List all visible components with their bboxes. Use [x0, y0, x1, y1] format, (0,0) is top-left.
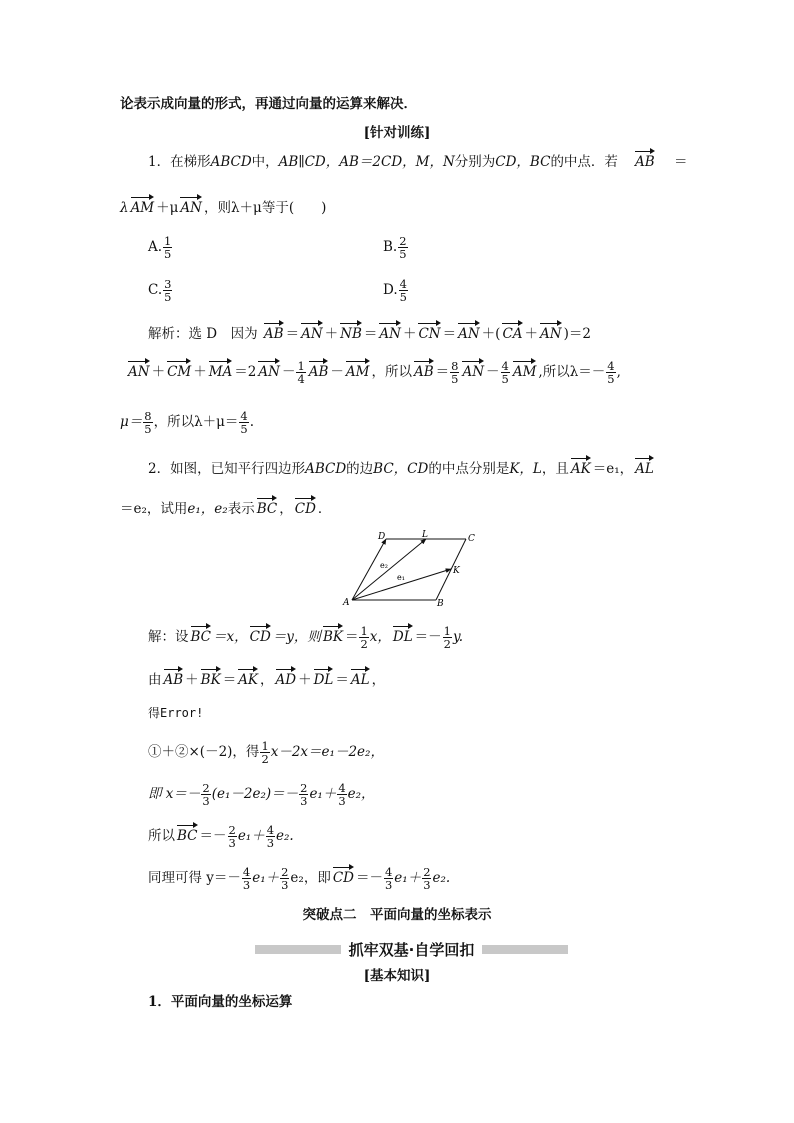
- label-D: D: [378, 532, 386, 542]
- solution-2-line-7: 同理可得 y＝－ $\frac{4}{3}$ e₁＋ $\frac{2}{3}$ e₂，即 CD ＝－ $\frac{4}{3}$ e₁＋ $\frac{2}{3}$ e₂.: [148, 865, 451, 893]
- breakthrough-heading: 突破点二 平面向量的坐标表示: [302, 907, 492, 923]
- banner-title: 抓牢双基·自学回扣: [348, 940, 475, 959]
- question-2-line-2: ＝e₂，试用e₁，e₂表示 BC ， CD ．: [120, 497, 331, 517]
- solution-2-line-4: ①＋②×(－2)，得 $\frac{1}{2}$ x－2x＝e₁－2e₂，: [148, 739, 384, 767]
- solution-2-line-2: 由 AB ＋ BK ＝ AK ， AD ＋ DL ＝ AL ，: [148, 668, 385, 688]
- banner-bar-left: [255, 945, 341, 954]
- basic-knowledge-heading: [基本知识]: [363, 968, 431, 984]
- option-d[interactable]: D. $\frac{4}{5}$: [383, 277, 407, 305]
- solution-1-line-1: 解析：选 D 因为 AB ＝ AN ＋ NB ＝ AN ＋ CN ＝ AN ＋( CA ＋ AN )＝2: [148, 322, 591, 342]
- intro-text: 论表示成向量的形式，再通过向量的运算来解决．: [120, 96, 417, 112]
- solution-2-error-line: 得Error!: [148, 706, 204, 720]
- label-e1: e₁: [397, 573, 405, 582]
- label-C: C: [468, 534, 475, 544]
- vector-AL: [352, 539, 426, 600]
- question-1-line-1: 1．在梯形ABCD中，AB∥CD，AB＝2CD，M，N分别为CD，BC的中点．若 AB ＝: [148, 156, 618, 170]
- label-L: L: [422, 530, 428, 540]
- question-2-line-1: 2．如图，已知平行四边形ABCD的边BC，CD的中点分别是K，L，且 AK ＝e₁， AL: [148, 457, 656, 477]
- option-b[interactable]: B. $\frac{2}{5}$: [383, 234, 407, 262]
- option-c[interactable]: C. $\frac{3}{5}$: [148, 277, 172, 305]
- solution-2-line-1: 解：设 BC ＝x， CD ＝y，则 BK ＝ $\frac{1}{2}$ x， DL ＝－ $\frac{1}{2}$ y.: [148, 624, 464, 652]
- parallelogram-figure: [340, 528, 482, 608]
- option-a[interactable]: A. $\frac{1}{5}$: [148, 234, 172, 262]
- section-banner: [255, 940, 568, 958]
- item-1-heading: 1．平面向量的坐标运算: [148, 994, 293, 1010]
- question-1-line-2: λ AM ＋μ AN ，则λ＋μ等于( ): [120, 196, 326, 216]
- label-B: B: [437, 599, 444, 608]
- banner-bar-right: [482, 945, 568, 954]
- solution-1-line-2: AN ＋ CM ＋ MA ＝2 AN － $\frac{1}{4}$ AB － AM ，所以 AB ＝ $\frac{8}{5}$ AN － $\frac{4}{5}$ AM ,所以λ＝－ $\frac{4}{5}$ ,: [128, 359, 621, 387]
- solution-2-line-5: 即 x＝－ $\frac{2}{3}$ (e₁－2e₂)＝－ $\frac{2}{3}$ e₁＋ $\frac{4}{3}$ e₂，: [148, 781, 375, 809]
- solution-2-line-6: 所以 BC ＝－ $\frac{2}{3}$ e₁＋ $\frac{4}{3}$ e₂.: [148, 823, 294, 851]
- label-K: K: [453, 566, 460, 576]
- label-A: A: [343, 598, 350, 608]
- vector-AB: AB: [635, 150, 655, 170]
- solution-1-line-3: μ＝ $\frac{8}{5}$ ，所以λ＋μ＝ $\frac{4}{5}$ .: [120, 409, 255, 437]
- label-e2: e₂: [380, 561, 388, 570]
- section-heading-training: [针对训练]: [363, 125, 431, 141]
